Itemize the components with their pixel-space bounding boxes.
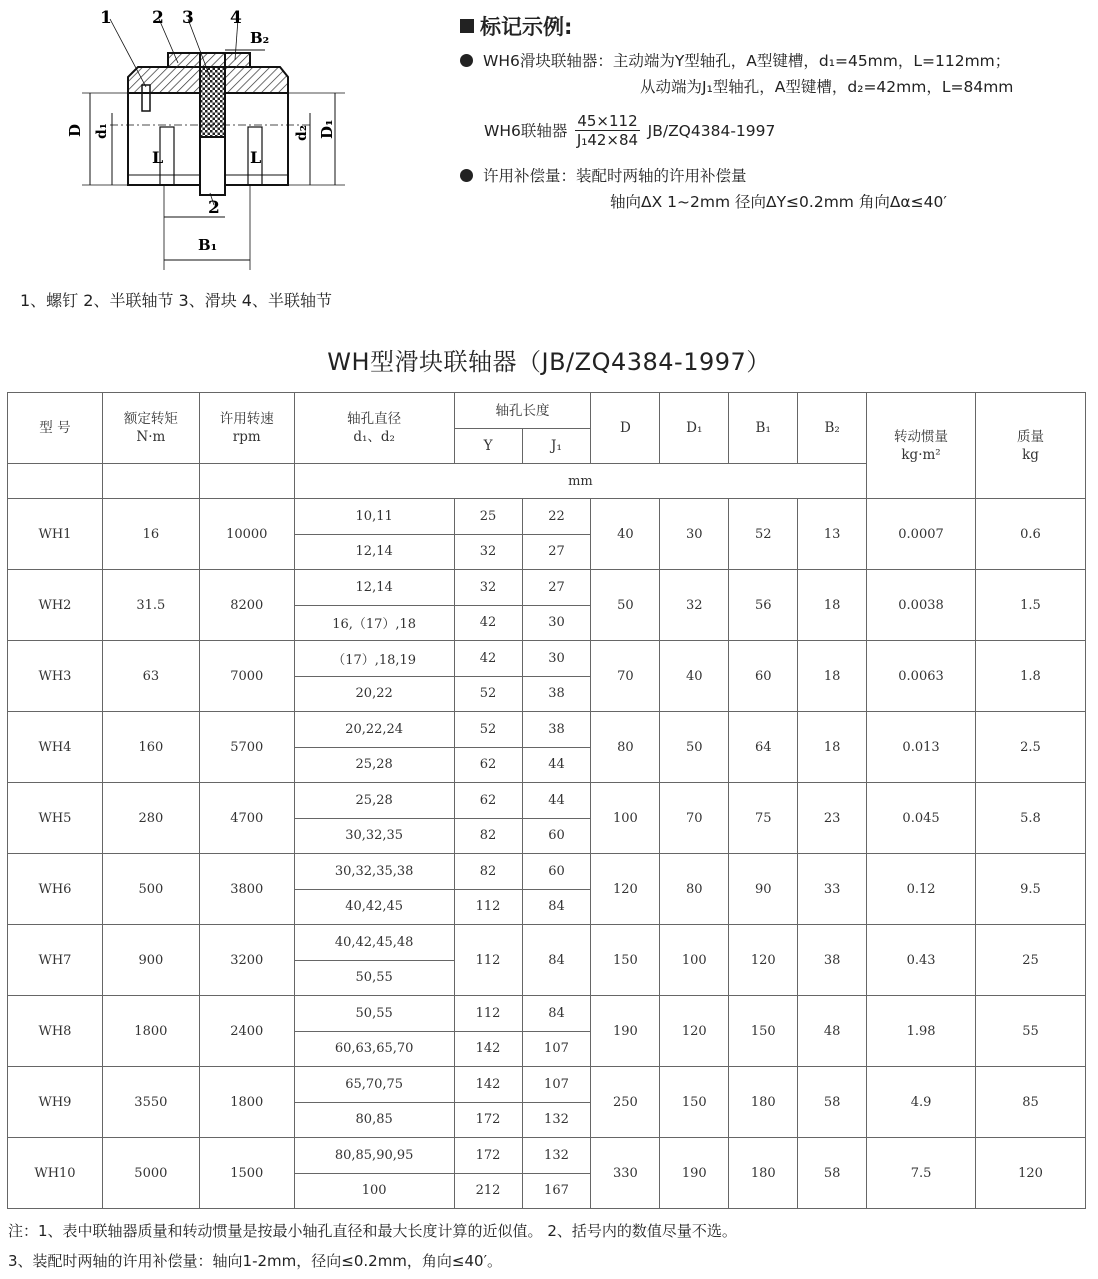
cell-mass: 85 (975, 1067, 1085, 1138)
cell-model: WH8 (8, 996, 103, 1067)
cell-D: 40 (591, 499, 660, 570)
cell-Y: 52 (454, 676, 522, 712)
example-title: 标记示例: (460, 14, 1090, 40)
spec-table (7, 392, 1086, 1209)
cell-B1: 90 (729, 854, 798, 925)
table-row (8, 499, 1086, 535)
cell-bore: 25,28 (294, 747, 454, 783)
header-B2: B₂ (798, 393, 867, 464)
cell-inertia: 4.9 (867, 1067, 976, 1138)
cell-D1: 70 (660, 783, 729, 854)
cell-mass: 5.8 (975, 783, 1085, 854)
mark-numerator: 45×112 (577, 112, 638, 130)
cell-J1: 30 (522, 641, 591, 677)
cell-mass: 55 (975, 996, 1085, 1067)
cell-torque: 160 (102, 712, 199, 783)
header-Y: Y (454, 429, 522, 464)
cell-bore: 20,22,24 (294, 712, 454, 748)
cell-B2: 13 (798, 499, 867, 570)
square-bullet-icon (460, 19, 474, 33)
header-speed: 许用转速 rpm (199, 393, 294, 464)
table-row (8, 641, 1086, 677)
cell-bore: 16,（17）,18 (294, 605, 454, 641)
example-line-2: 从动端为J₁型轴孔，A型键槽，d₂=42mm，L=84mm (640, 78, 1014, 96)
header-D: D (591, 393, 660, 464)
cell-J1: 44 (522, 747, 591, 783)
cell-torque: 1800 (102, 996, 199, 1067)
cell-model: WH1 (8, 499, 103, 570)
cell-J1: 27 (522, 534, 591, 570)
bullet-icon (460, 169, 473, 182)
cell-D1: 150 (660, 1067, 729, 1138)
cell-J1: 38 (522, 676, 591, 712)
cell-torque: 5000 (102, 1138, 199, 1209)
marking-formula (484, 112, 1090, 149)
left-half-coupling (128, 67, 200, 93)
table-row (8, 570, 1086, 606)
cell-B1: 180 (729, 1067, 798, 1138)
part-number-3: 3 (182, 8, 194, 28)
cell-B2: 18 (798, 712, 867, 783)
cell-model: WH7 (8, 925, 103, 996)
cell-Y: 32 (454, 570, 522, 606)
cell-mass: 1.5 (975, 570, 1085, 641)
cell-B2: 23 (798, 783, 867, 854)
cell-D1: 190 (660, 1138, 729, 1209)
cell-Y: 112 (454, 996, 522, 1032)
right-half-coupling (225, 67, 288, 93)
cell-Y: 42 (454, 641, 522, 677)
cell-speed: 8200 (199, 570, 294, 641)
table-row (8, 996, 1086, 1032)
cell-mass: 9.5 (975, 854, 1085, 925)
cell-model: WH5 (8, 783, 103, 854)
mark-fraction (575, 112, 639, 149)
cell-J1: 44 (522, 783, 591, 819)
cell-inertia: 0.12 (867, 854, 976, 925)
cell-bore: 10,11 (294, 499, 454, 535)
cell-mass: 0.6 (975, 499, 1085, 570)
cell-torque: 63 (102, 641, 199, 712)
part-number-2: 2 (152, 8, 164, 28)
cell-Y: 142 (454, 1031, 522, 1067)
cell-speed: 1500 (199, 1138, 294, 1209)
cell-Y: 212 (454, 1173, 522, 1209)
dim-B1: B₁ (198, 236, 218, 254)
cell-Y: 52 (454, 712, 522, 748)
cell-bore: 12,14 (294, 570, 454, 606)
header-blank (102, 464, 199, 499)
dim-L-left: L (152, 148, 164, 167)
cell-B2: 58 (798, 1067, 867, 1138)
cell-J1: 132 (522, 1102, 591, 1138)
cell-inertia: 1.98 (867, 996, 976, 1067)
cell-torque: 280 (102, 783, 199, 854)
cell-D1: 32 (660, 570, 729, 641)
header-bore: 轴孔直径 d₁、d₂ (294, 393, 454, 464)
cell-inertia: 0.045 (867, 783, 976, 854)
cell-B1: 120 (729, 925, 798, 996)
cell-B1: 64 (729, 712, 798, 783)
cell-bore: 50,55 (294, 960, 454, 996)
cell-inertia: 0.0007 (867, 499, 976, 570)
cell-D1: 50 (660, 712, 729, 783)
table-row (8, 854, 1086, 890)
cell-bore: 80,85 (294, 1102, 454, 1138)
mark-prefix: WH6联轴器 (484, 121, 568, 140)
cell-bore: 100 (294, 1173, 454, 1209)
cell-inertia: 0.013 (867, 712, 976, 783)
cell-torque: 16 (102, 499, 199, 570)
spec-table-body (8, 499, 1086, 1209)
cell-B2: 18 (798, 570, 867, 641)
header-blank (199, 464, 294, 499)
table-row (8, 925, 1086, 961)
compensation-values: 轴向ΔX 1~2mm 径向ΔY≤0.2mm 角向Δα≤40′ (610, 193, 947, 211)
table-row (8, 1138, 1086, 1174)
cell-J1: 84 (522, 889, 591, 925)
notes (8, 1216, 737, 1276)
cell-model: WH4 (8, 712, 103, 783)
cell-bore: 40,42,45 (294, 889, 454, 925)
cell-D: 190 (591, 996, 660, 1067)
cell-torque: 500 (102, 854, 199, 925)
slider-block (200, 67, 225, 137)
cell-D1: 40 (660, 641, 729, 712)
cell-B1: 75 (729, 783, 798, 854)
header-length: 轴孔长度 (454, 393, 591, 429)
cell-J1: 132 (522, 1138, 591, 1174)
cell-D: 50 (591, 570, 660, 641)
dim-L-right: L (250, 148, 262, 167)
cell-Y: 42 (454, 605, 522, 641)
table-row (8, 783, 1086, 819)
cell-B1: 52 (729, 499, 798, 570)
cell-Y: 172 (454, 1138, 522, 1174)
cell-Y: 172 (454, 1102, 522, 1138)
cell-B2: 48 (798, 996, 867, 1067)
cell-D1: 30 (660, 499, 729, 570)
cell-D1: 100 (660, 925, 729, 996)
cell-speed: 4700 (199, 783, 294, 854)
cell-D: 70 (591, 641, 660, 712)
cell-Y: 82 (454, 818, 522, 854)
cell-B1: 60 (729, 641, 798, 712)
cell-Y: 82 (454, 854, 522, 890)
table-row (8, 1067, 1086, 1103)
dim-d1: d₁ (94, 123, 110, 139)
part-number-1: 1 (100, 8, 112, 28)
cell-J1: 84 (522, 996, 591, 1032)
cell-D: 150 (591, 925, 660, 996)
header-blank (8, 464, 103, 499)
cell-torque: 31.5 (102, 570, 199, 641)
note-line-2: 3、装配时两轴的许用补偿量：轴向1-2mm，径向≤0.2mm，角向≤40′。 (8, 1252, 502, 1270)
cell-B2: 38 (798, 925, 867, 996)
cell-bore: 65,70,75 (294, 1067, 454, 1103)
cell-speed: 2400 (199, 996, 294, 1067)
table-row (8, 712, 1086, 748)
parts-legend: 1、螺钉 2、半联轴节 3、滑块 4、半联轴节 (20, 291, 332, 310)
cell-model: WH3 (8, 641, 103, 712)
cell-model: WH9 (8, 1067, 103, 1138)
cell-bore: 60,63,65,70 (294, 1031, 454, 1067)
cell-Y: 32 (454, 534, 522, 570)
part-number-2b: 2 (208, 198, 220, 218)
marking-example (460, 14, 1090, 215)
cell-J1: 60 (522, 854, 591, 890)
cell-model: WH10 (8, 1138, 103, 1209)
cell-torque: 900 (102, 925, 199, 996)
cell-Y: 112 (454, 925, 522, 996)
cell-J1: 167 (522, 1173, 591, 1209)
bullet-icon (460, 54, 473, 67)
cell-J1: 38 (522, 712, 591, 748)
cell-speed: 3200 (199, 925, 294, 996)
cell-J1: 107 (522, 1031, 591, 1067)
cell-inertia: 7.5 (867, 1138, 976, 1209)
coupling-drawing (60, 5, 390, 280)
cell-J1: 27 (522, 570, 591, 606)
cell-D: 120 (591, 854, 660, 925)
header-torque: 额定转矩 N·m (102, 393, 199, 464)
cell-B1: 56 (729, 570, 798, 641)
cell-Y: 25 (454, 499, 522, 535)
header-inertia: 转动惯量 kg·m² (867, 393, 976, 499)
example-line-1: WH6滑块联轴器：主动端为Y型轴孔，A型键槽，d₁=45mm，L=112mm； (460, 48, 1090, 74)
cell-B2: 58 (798, 1138, 867, 1209)
cell-torque: 3550 (102, 1067, 199, 1138)
mark-standard: JB/ZQ4384-1997 (647, 121, 776, 140)
dim-B2: B₂ (250, 29, 270, 47)
header-unit-mm: mm (294, 464, 866, 499)
dim-D: D (66, 123, 84, 137)
cell-Y: 62 (454, 783, 522, 819)
cell-model: WH6 (8, 854, 103, 925)
cell-B1: 180 (729, 1138, 798, 1209)
cell-bore: 25,28 (294, 783, 454, 819)
cell-J1: 30 (522, 605, 591, 641)
cell-J1: 84 (522, 925, 591, 996)
cell-B1: 150 (729, 996, 798, 1067)
cell-D: 250 (591, 1067, 660, 1138)
header-mass: 质量 kg (975, 393, 1085, 499)
cell-D1: 120 (660, 996, 729, 1067)
cell-J1: 22 (522, 499, 591, 535)
part-number-4: 4 (230, 8, 242, 28)
cell-speed: 3800 (199, 854, 294, 925)
cell-speed: 7000 (199, 641, 294, 712)
cell-bore: 12,14 (294, 534, 454, 570)
cell-bore: 80,85,90,95 (294, 1138, 454, 1174)
header-B1: B₁ (729, 393, 798, 464)
cell-B2: 18 (798, 641, 867, 712)
cell-J1: 60 (522, 818, 591, 854)
cell-speed: 10000 (199, 499, 294, 570)
dim-d2: d₂ (294, 125, 310, 141)
cell-bore: 50,55 (294, 996, 454, 1032)
header-model: 型 号 (8, 393, 103, 464)
mark-denominator: J₁42×84 (576, 131, 639, 149)
cell-mass: 120 (975, 1138, 1085, 1209)
screw (142, 85, 150, 111)
cell-D1: 80 (660, 854, 729, 925)
cell-bore: 20,22 (294, 676, 454, 712)
cell-D: 80 (591, 712, 660, 783)
cell-inertia: 0.43 (867, 925, 976, 996)
cell-bore: 30,32,35,38 (294, 854, 454, 890)
cell-B2: 33 (798, 854, 867, 925)
cell-Y: 112 (454, 889, 522, 925)
cell-J1: 107 (522, 1067, 591, 1103)
cell-bore: 40,42,45,48 (294, 925, 454, 961)
cell-D: 330 (591, 1138, 660, 1209)
cell-D: 100 (591, 783, 660, 854)
cell-Y: 62 (454, 747, 522, 783)
cell-bore: （17）,18,19 (294, 641, 454, 677)
cell-bore: 30,32,35 (294, 818, 454, 854)
dim-D1: D₁ (318, 119, 336, 139)
cell-speed: 1800 (199, 1067, 294, 1138)
cell-Y: 142 (454, 1067, 522, 1103)
table-title: WH型滑块联轴器（JB/ZQ4384-1997） (327, 348, 771, 376)
cell-inertia: 0.0063 (867, 641, 976, 712)
note-line-1: 注：1、表中联轴器质量和转动惯量是按最小轴孔直径和最大长度计算的近似值。 2、括号内的数值尽量不选。 (8, 1222, 737, 1240)
cell-model: WH2 (8, 570, 103, 641)
cell-mass: 1.8 (975, 641, 1085, 712)
cell-mass: 25 (975, 925, 1085, 996)
header-J1: J₁ (522, 429, 591, 464)
cell-speed: 5700 (199, 712, 294, 783)
cell-mass: 2.5 (975, 712, 1085, 783)
cell-inertia: 0.0038 (867, 570, 976, 641)
header-D1: D₁ (660, 393, 729, 464)
compensation-title: 许用补偿量：装配时两轴的许用补偿量 (460, 163, 1090, 189)
